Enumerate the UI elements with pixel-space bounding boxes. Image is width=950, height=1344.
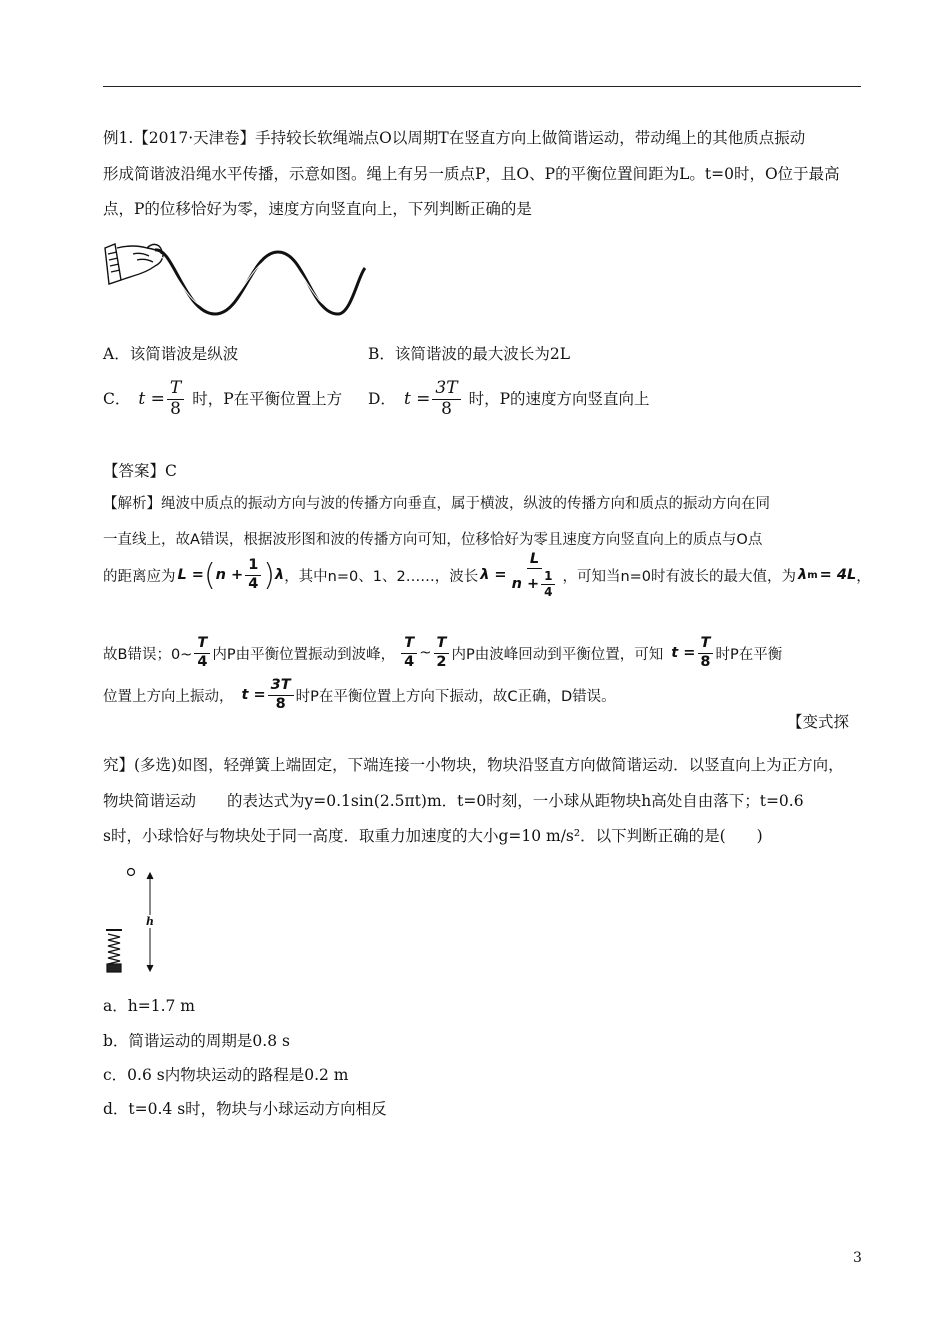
spring-block-icon bbox=[106, 930, 122, 972]
analysis-line-5: 位置上方向上振动， t = $\frac{3T}{8}$ 时P在平衡位置上方向下振动，故C正确，D错误。 bbox=[103, 677, 616, 712]
fraction-3t-over-8: $\frac{3T}{8}$ bbox=[432, 380, 460, 419]
choice-d: d．t=0.4 s时，物块与小球运动方向相反 bbox=[103, 1100, 387, 1118]
variant-line-3: s时，小球恰好与物块处于同一高度．取重力加速度的大小g=10 m/s²．以下判断正确的是( ) bbox=[103, 827, 763, 845]
choice-c: c．0.6 s内物块运动的路程是0.2 m bbox=[103, 1066, 349, 1084]
option-b: B．该简谐波的最大波长为2L bbox=[368, 345, 571, 363]
analysis-line-1: 【解析】绳波中质点的振动方向与波的传播方向垂直，属于横波，纵波的传播方向和质点的振动方向在同 bbox=[103, 496, 770, 512]
hand-rope-wave-figure bbox=[103, 240, 368, 320]
option-c: C． t = $\frac{T}{8}$ 时，P在平衡位置上方 bbox=[103, 378, 343, 419]
example-line-3: 点，P的位移恰好为零，速度方向竖直向上，下列判断正确的是 bbox=[103, 200, 532, 218]
ball-icon bbox=[128, 869, 135, 876]
spring-ball-figure bbox=[100, 862, 170, 977]
analysis-line-2: 一直线上，故A错误，根据波形图和波的传播方向可知，位移恰好为零且速度方向竖直向上的质点与O点 bbox=[103, 532, 763, 548]
option-a: A．该简谐波是纵波 bbox=[103, 345, 239, 363]
example-line-2: 形成简谐波沿绳水平传播，示意如图。绳上有另一质点P，且O、P的平衡位置间距为L。t=0时，O位于最高 bbox=[103, 165, 840, 183]
option-d: D． t = $\frac{3T}{8}$ 时，P的速度方向竖直向上 bbox=[368, 378, 650, 419]
choice-a: a．h=1.7 m bbox=[103, 997, 195, 1015]
variant-line-1: 究】(多选)如图，轻弹簧上端固定，下端连接一小物块，物块沿竖直方向做简谐运动．以竖直向上为正方向， bbox=[103, 756, 844, 774]
page-number: 3 bbox=[853, 1250, 862, 1266]
analysis-line-3: 的距离应为 L = ( n + $\frac{1}{4}$ ) λ ，其中n=0、1、2……，波长 λ = L n + $\frac{1}{4}$ ，可知当n=0时有波长的最大值，为 λ m = 4L ， bbox=[103, 550, 871, 599]
rope-wave bbox=[155, 250, 365, 314]
analysis-line-4: 故B错误；0~ $\frac{T}{4}$ 内P由平衡位置振动到波峰， $\frac{T}{4}$ ~ $\frac{T}{2}$ 内P由波峰回动到平衡位置，可知 t = $\frac{T}{8}$ 时P在平衡 bbox=[103, 635, 783, 670]
variant-heading-tail: 【变式探 bbox=[787, 713, 850, 731]
variant-line-2: 物块简谐运动 的表达式为y=0.1sin(2.5πt)m．t=0时刻，一小球从距物块h高处自由落下；t=0.6 bbox=[103, 792, 804, 810]
height-label: h bbox=[146, 915, 154, 928]
fraction-t-over-8: $\frac{T}{8}$ bbox=[167, 380, 184, 419]
wavelength-fraction: L n + $\frac{1}{4}$ bbox=[509, 552, 561, 598]
header-rule bbox=[103, 86, 861, 87]
answer: 【答案】C bbox=[103, 462, 177, 480]
example-line-1: 例1.【2017·天津卷】手持较长软绳端点O以周期T在竖直方向上做简谐运动，带动绳上的其他质点振动 bbox=[103, 129, 806, 147]
hand-icon bbox=[105, 244, 163, 284]
choice-b: b．简谐运动的周期是0.8 s bbox=[103, 1032, 290, 1050]
